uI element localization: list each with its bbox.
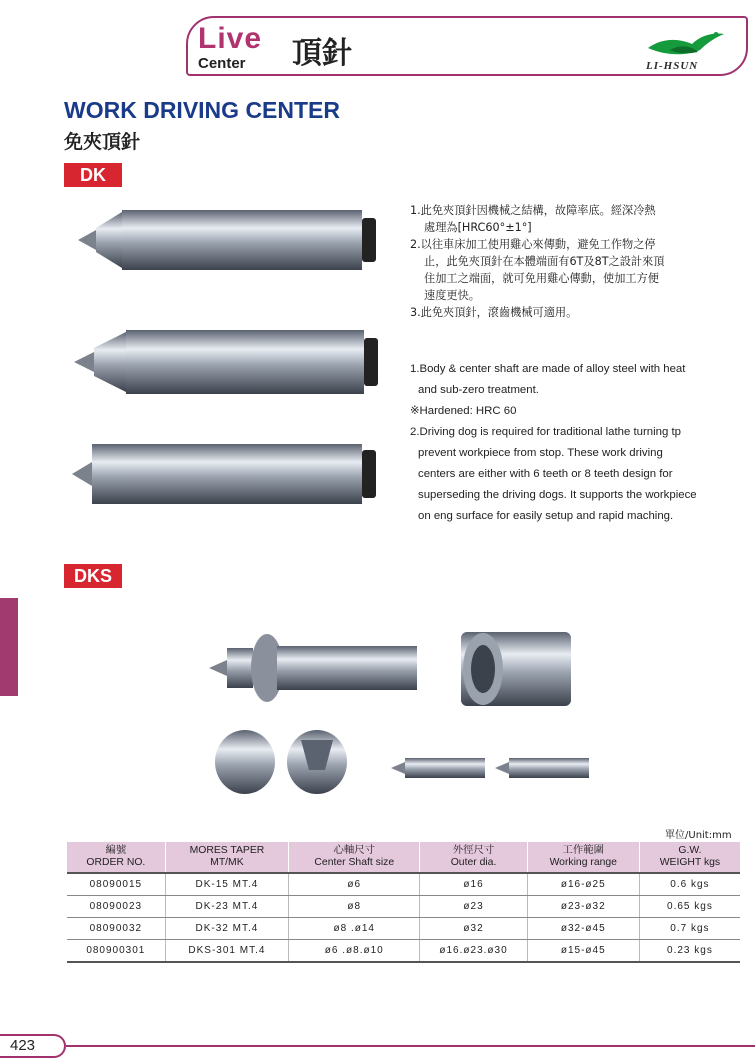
note-line-en: 1.Body & center shaft are made of alloy steel with heat xyxy=(410,363,686,375)
note-line-cn: 3.此免夾頂針，滾齒機械可適用。 xyxy=(410,306,578,319)
table-cell: ø15-ø45 xyxy=(527,940,639,963)
table-header-cell xyxy=(527,842,639,873)
table-header-cell xyxy=(165,842,288,873)
unit-label: 單位/Unit:mm xyxy=(665,830,732,841)
dk-center-image-3 xyxy=(66,434,382,514)
page-title-chinese: 免夾頂針 xyxy=(64,131,141,153)
brand-title: Live xyxy=(198,22,263,55)
note-line-cn: 2.以往車床加工使用雞心來傳動，避免工作物之停 xyxy=(410,238,656,251)
table-cell: 0.23 kgs xyxy=(639,940,740,963)
table-header-cell xyxy=(67,842,165,873)
table-cell: ø23-ø32 xyxy=(527,896,639,918)
table-cell: ø8 .ø14 xyxy=(289,918,420,940)
table-row xyxy=(67,896,740,918)
note-line-en: superseding the driving dogs. It supports the workpiece xyxy=(418,489,697,501)
table-header-cell xyxy=(639,842,740,873)
note-line-en: on eng surface for easily setup and rapid maching. xyxy=(418,510,674,522)
brand-chinese-title: 頂針 xyxy=(292,36,352,71)
logo-text: LI-HSUN xyxy=(646,60,699,72)
table-cell: ø32 xyxy=(420,918,527,940)
header-label-top: 工作範圍 xyxy=(562,845,605,856)
note-line-en: ※Hardened: HRC 60 xyxy=(410,405,517,417)
header-label-top: MORES TAPER xyxy=(189,845,265,856)
table-cell: DK-23 MT.4 xyxy=(165,896,288,918)
table-cell: 08090032 xyxy=(67,918,165,940)
table-cell: 08090023 xyxy=(67,896,165,918)
table-cell: 080900301 xyxy=(67,940,165,963)
table-cell: 0.65 kgs xyxy=(639,896,740,918)
header-label-top: 編號 xyxy=(105,845,127,856)
table-cell: ø23 xyxy=(420,896,527,918)
table-cell: ø8 xyxy=(289,896,420,918)
dk-center-image-2 xyxy=(66,322,382,402)
section-tag-dks: DKS xyxy=(64,564,122,588)
table-cell: ø16-ø25 xyxy=(527,873,639,896)
table-header-cell xyxy=(420,842,527,873)
note-line-cn: 住加工之端面，就可免用雞心傳動，使加工方便 xyxy=(424,272,659,285)
note-line-cn: 1.此免夾頂針因機械之結構，故障率底。經深冷熱 xyxy=(410,204,656,217)
table-cell: DK-15 MT.4 xyxy=(165,873,288,896)
page-number: 423 xyxy=(10,1037,36,1054)
header-label-bottom: MT/MK xyxy=(210,857,244,868)
table-header-row xyxy=(67,842,740,873)
table-cell: ø6 xyxy=(289,873,420,896)
table-cell: 0.7 kgs xyxy=(639,918,740,940)
dks-parts-image xyxy=(205,620,595,800)
table-row xyxy=(67,918,740,940)
section-tag-dk: DK xyxy=(64,163,122,187)
header-label-top: 外徑尺寸 xyxy=(452,845,495,856)
header-label-top: G.W. xyxy=(678,845,702,856)
table-header-cell xyxy=(289,842,420,873)
footer-line xyxy=(66,1045,755,1047)
header-label-bottom: WEIGHT kgs xyxy=(659,857,721,868)
notes-chinese xyxy=(410,202,710,321)
header-label-bottom: Working range xyxy=(549,857,617,868)
notes-english xyxy=(410,359,710,527)
table-cell: 08090015 xyxy=(67,873,165,896)
table-cell: DKS-301 MT.4 xyxy=(165,940,288,963)
table-cell: ø32-ø45 xyxy=(527,918,639,940)
brand-subtitle: Center xyxy=(198,55,246,72)
header-label-bottom: ORDER NO. xyxy=(86,857,146,868)
dk-center-image-1 xyxy=(66,200,382,280)
table-cell: ø6 .ø8.ø10 xyxy=(289,940,420,963)
note-line-en: centers are either with 6 teeth or 8 teeth design for xyxy=(418,468,673,480)
table-cell: DK-32 MT.4 xyxy=(165,918,288,940)
note-line-en: and sub-zero treatment. xyxy=(418,384,539,396)
table-cell: 0.6 kgs xyxy=(639,873,740,896)
header-label-bottom: Outer dia. xyxy=(450,857,497,868)
table-cell: ø16 xyxy=(420,873,527,896)
table-cell: ø16.ø23.ø30 xyxy=(420,940,527,963)
side-tab xyxy=(0,598,18,696)
note-line-cn: 止，此免夾頂針在本體端面有6T及8T之設計來頂 xyxy=(424,255,665,268)
note-line-cn: 處理為[HRC60°±1°] xyxy=(424,221,532,234)
table-row xyxy=(67,873,740,896)
header-label-top: 心軸尺寸 xyxy=(333,845,376,856)
spec-table xyxy=(67,842,740,963)
table-row xyxy=(67,940,740,963)
note-line-cn: 速度更快。 xyxy=(424,289,480,302)
page-title: WORK DRIVING CENTER xyxy=(64,97,340,123)
note-line-en: 2.Driving dog is required for traditional lathe turning tp xyxy=(410,426,681,438)
header-label-bottom: Center Shaft size xyxy=(314,857,395,868)
note-line-en: prevent workpiece from stop. These work driving xyxy=(418,447,663,459)
